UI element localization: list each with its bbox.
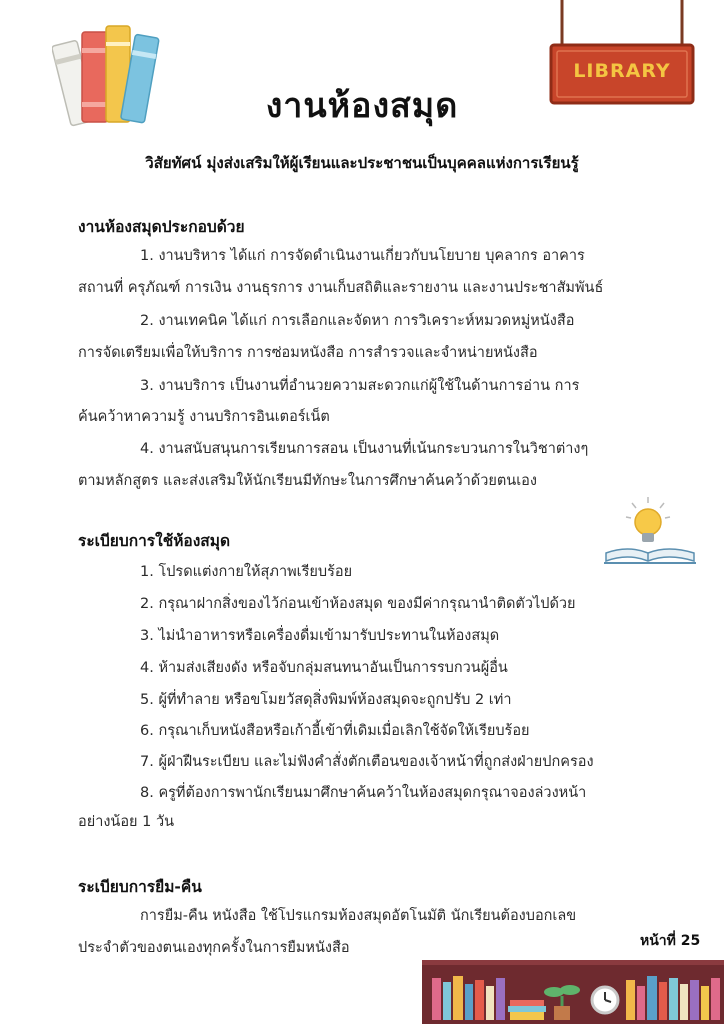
page-title: งานห้องสมุด <box>265 86 459 126</box>
borrow-heading: ระเบียบการยืม-คืน <box>78 878 202 896</box>
rule-item: 5. ผู้ที่ทำลาย หรือขโมยวัสดุสิ่งพิมพ์ห้องสมุดจะถูกปรับ 2 เท่า <box>140 692 512 708</box>
composition-line: 2. งานเทคนิค ได้แก่ การเลือกและจัดหา การวิเคราะห์หมวดหมู่หนังสือ <box>140 313 575 329</box>
rule-item: 8. ครูที่ต้องการพานักเรียนมาศึกษาค้นคว้าในห้องสมุดกรุณาจองล่วงหน้า <box>140 785 587 801</box>
composition-line: ตามหลักสูตร และส่งเสริมให้นักเรียนมีทักษะในการศึกษาค้นคว้าด้วยตนเอง <box>78 473 537 489</box>
rule-item: 6. กรุณาเก็บหนังสือหรือเก้าอี้เข้าที่เดิมเมื่อเลิกใช้จัดให้เรียบร้อย <box>140 723 530 739</box>
borrow-line: ประจำตัวของตนเองทุกครั้งในการยืมหนังสือ <box>78 940 350 956</box>
composition-line: การจัดเตรียมเพื่อให้บริการ การซ่อมหนังสือ การสำรวจและจำหน่ายหนังสือ <box>78 345 538 361</box>
rules-heading: ระเบียบการใช้ห้องสมุด <box>78 532 231 550</box>
vision-statement: วิสัยทัศน์ มุ่งส่งเสริมให้ผู้เรียนและประชาชนเป็นบุคคลแห่งการเรียนรู้ <box>145 154 579 172</box>
composition-line: 1. งานบริหาร ได้แก่ การจัดดำเนินงานเกี่ยวกับนโยบาย บุคลากร อาคาร <box>140 248 585 264</box>
page-number: หน้าที่ 25 <box>640 933 701 949</box>
rule-item: 4. ห้ามส่งเสียงดัง หรือจับกลุ่มสนทนาอันเป็นการรบกวนผู้อื่น <box>140 660 508 676</box>
bookshelf-illustration <box>422 960 724 1024</box>
composition-heading: งานห้องสมุดประกอบด้วย <box>78 218 245 236</box>
rule-item: 3. ไม่นำอาหารหรือเครื่องดื่มเข้ามารับประทานในห้องสมุด <box>140 628 500 644</box>
library-sign-text: LIBRARY <box>573 60 671 82</box>
rule-item: 7. ผู้ฝ่าฝืนระเบียบ และไม่ฟังคำสั่งตักเตือนของเจ้าหน้าที่ถูกส่งฝ่ายปกครอง <box>140 754 594 770</box>
lightbulb-book-icon <box>600 495 700 570</box>
composition-line: สถานที่ ครุภัณฑ์ การเงิน งานธุรการ งานเก็บสถิติและรายงาน และงานประชาสัมพันธ์ <box>78 280 604 296</box>
borrow-line: การยืม-คืน หนังสือ ใช้โปรแกรมห้องสมุดอัตโนมัติ นักเรียนต้องบอกเลข <box>140 908 577 924</box>
rule-item: 1. โปรดแต่งกายให้สุภาพเรียบร้อย <box>140 564 353 580</box>
composition-line: ค้นคว้าหาความรู้ งานบริการอินเตอร์เน็ต <box>78 409 330 425</box>
rule-item: 2. กรุณาฝากสิ่งของไว้ก่อนเข้าห้องสมุด ของมีค่ากรุณานำติดตัวไปด้วย <box>140 596 576 612</box>
rule-item-continuation: อย่างน้อย 1 วัน <box>78 814 175 830</box>
composition-line: 4. งานสนับสนุนการเรียนการสอน เป็นงานที่เน้นกระบวนการในวิชาต่างๆ <box>140 441 589 457</box>
composition-line: 3. งานบริการ เป็นงานที่อำนวยความสะดวกแก่ผู้ใช้ในด้านการอ่าน การ <box>140 378 580 394</box>
